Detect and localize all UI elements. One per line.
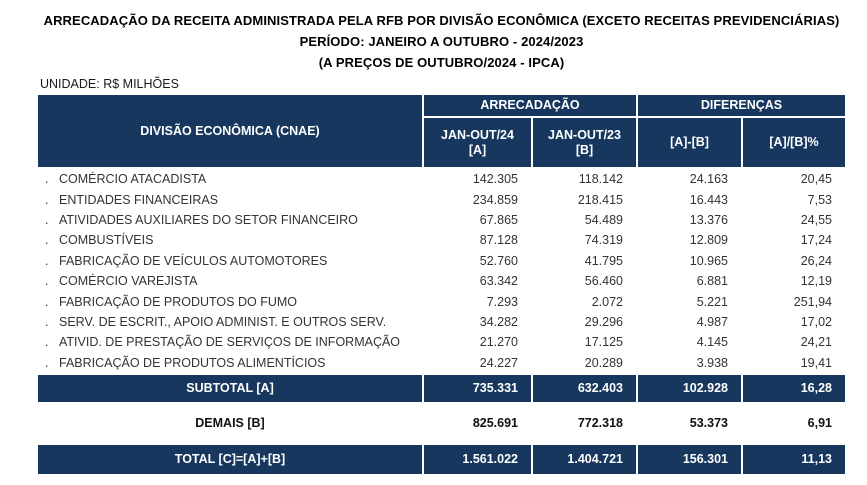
cell-pct: 7,53 [807,192,832,207]
demais-label: DEMAIS [B] [38,410,422,437]
total-row [38,445,845,474]
demais-diff: 53.373 [638,410,741,437]
header-col-b-line2: [B] [575,142,594,157]
cell-diff: 16.443 [689,192,728,207]
unit-label: UNIDADE: R$ MILHÕES [40,77,179,91]
cell-b: 218.415 [577,192,623,207]
subtotal-pct: 16,28 [743,375,845,402]
header-col-a-line2: [A] [468,142,487,157]
subtotal-b: 632.403 [533,375,636,402]
subtotal-a: 735.331 [424,375,531,402]
cell-a: 67.865 [479,212,518,227]
demais-pct: 6,91 [743,410,845,437]
cell-diff: 24.163 [689,172,728,187]
cell-a: 234.859 [472,192,518,207]
demais-a: 825.691 [424,410,531,437]
header-col-pct: [A]/[B]% [743,118,845,167]
cell-pct: 251,94 [793,294,832,309]
demais-row [38,410,845,437]
cell-pct: 17,02 [800,314,832,329]
table-row [38,332,845,352]
row-bullet: . [45,172,49,187]
cell-a: 142.305 [472,172,518,187]
row-label: ATIVIDADES AUXILIARES DO SETOR FINANCEIRO [59,212,358,227]
total-label: TOTAL [C]=[A]+[B] [38,445,422,474]
cell-b: 54.489 [584,212,623,227]
cell-pct: 12,19 [800,274,832,289]
cell-pct: 24,55 [800,212,832,227]
cell-a: 24.227 [479,355,518,370]
header-col-diff: [A]-[B] [638,118,741,167]
cell-a: 21.270 [479,335,518,350]
cell-diff: 13.376 [689,212,728,227]
subtotal-label: SUBTOTAL [A] [38,375,422,402]
report-title [38,10,845,73]
header-division: DIVISÃO ECONÔMICA (CNAE) [38,95,422,167]
row-label: COMÉRCIO ATACADISTA [59,172,207,187]
table-row [38,230,845,250]
cell-a: 34.282 [479,314,518,329]
row-bullet: . [45,355,49,370]
demais-b: 772.318 [533,410,636,437]
cell-diff: 12.809 [689,233,728,248]
cell-b: 118.142 [578,172,623,187]
header-col-jan-out-24 [424,118,531,167]
cell-pct: 24,21 [800,335,832,350]
row-label: ATIVID. DE PRESTAÇÃO DE SERVIÇOS DE INFORMAÇÃO [59,335,401,350]
table-row [38,251,845,271]
total-b: 1.404.721 [533,445,636,474]
row-bullet: . [45,335,49,350]
row-bullet: . [45,253,49,268]
cell-diff: 4.987 [696,314,728,329]
cell-pct: 26,24 [800,253,832,268]
report-title-line1: ARRECADAÇÃO DA RECEITA ADMINISTRADA PELA RFB POR DIVISÃO ECONÔMICA (EXCETO RECEITAS PREVIDENCIÁRIAS) [43,13,840,28]
row-label: FABRICAÇÃO DE VEÍCULOS AUTOMOTORES [59,253,328,268]
cell-diff: 6.881 [696,274,728,289]
table-row [38,210,845,230]
header-group-diferencas: DIFERENÇAS [638,95,845,116]
cell-diff: 3.938 [696,355,728,370]
cell-diff: 5.221 [696,294,728,309]
report-title-line3: (A PREÇOS DE OUTUBRO/2024 - IPCA) [318,55,565,70]
row-bullet: . [45,212,49,227]
cell-pct: 17,24 [800,233,832,248]
cell-b: 56.460 [584,274,623,289]
table-header [38,95,845,167]
total-diff: 156.301 [638,445,741,474]
header-col-a-line1: JAN-OUT/24 [441,127,514,142]
header-col-jan-out-23 [533,118,636,167]
cell-a: 52.760 [479,253,518,268]
subtotal-diff: 102.928 [638,375,741,402]
row-bullet: . [45,274,49,289]
row-label: FABRICAÇÃO DE PRODUTOS ALIMENTÍCIOS [59,355,326,370]
row-bullet: . [45,233,49,248]
row-bullet: . [45,192,49,207]
total-pct: 11,13 [743,445,845,474]
cell-b: 20.289 [584,355,623,370]
cell-diff: 4.145 [696,335,728,350]
subtotal-row [38,375,845,402]
row-bullet: . [45,294,49,309]
table-row [38,312,845,332]
cell-b: 74.319 [584,233,623,248]
table-row [38,271,845,291]
row-label: COMBUSTÍVEIS [59,233,154,248]
header-group-arrecadacao: ARRECADAÇÃO [424,95,636,116]
cell-pct: 20,45 [800,172,832,187]
cell-pct: 19,41 [800,355,832,370]
cell-a: 87.128 [479,233,518,248]
cell-b: 17.125 [584,335,623,350]
table-row [38,353,845,373]
report-title-line2: PERÍODO: JANEIRO A OUTUBRO - 2024/2023 [299,34,584,49]
cell-diff: 10.965 [689,253,728,268]
table-row [38,169,845,189]
cell-b: 41.795 [584,253,623,268]
table-body [38,169,845,373]
header-col-b-line1: JAN-OUT/23 [548,127,621,142]
row-label: FABRICAÇÃO DE PRODUTOS DO FUMO [59,294,297,309]
table-row [38,189,845,209]
row-label: COMÉRCIO VAREJISTA [59,274,198,289]
cell-b: 29.296 [584,314,623,329]
row-label: ENTIDADES FINANCEIRAS [59,192,219,207]
row-label: SERV. DE ESCRIT., APOIO ADMINIST. E OUTROS SERV. [59,314,387,329]
cell-b: 2.072 [591,294,623,309]
total-a: 1.561.022 [424,445,531,474]
row-bullet: . [45,314,49,329]
cell-a: 7.293 [486,294,518,309]
table-row [38,291,845,311]
cell-a: 63.342 [479,274,518,289]
revenue-table [38,95,845,474]
